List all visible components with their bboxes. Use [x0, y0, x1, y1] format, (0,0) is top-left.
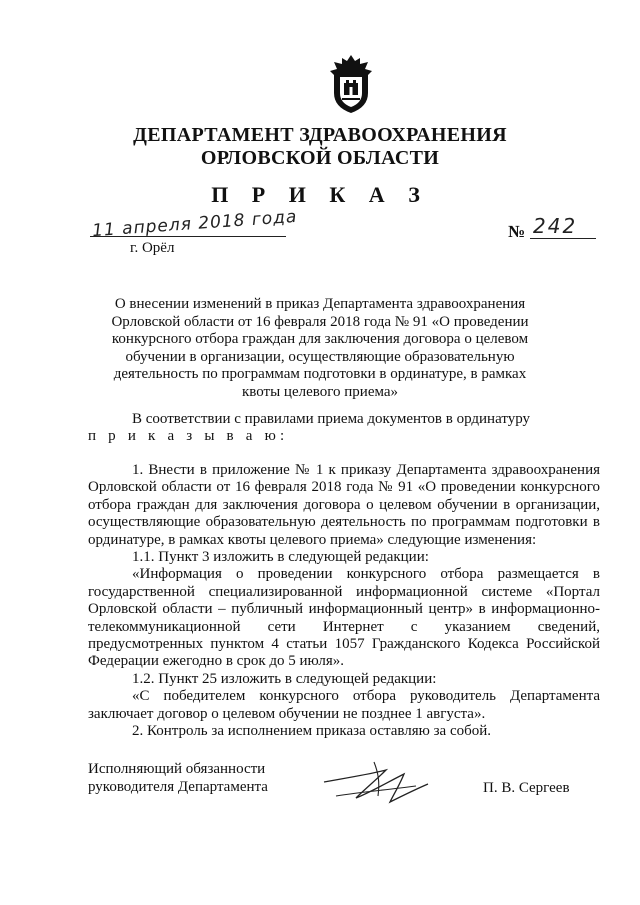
position-line-1: Исполняющий обязанности	[88, 761, 266, 777]
item-1-2-text: «С победителем конкурсного отбора руководитель Департамента заключает договор о целевом обучении не позднее 1 августа».	[88, 688, 600, 722]
order-subject: О внесении изменений в приказ Департамента здравоохранения Орловской области от 16 февраля 2018 года № 91 «О проведении конкурсного отбора граждан для заключения договора о целевом обучении в организации, осуществляющие образовательную деятельность по программам подготовки в ординатуре, в рамках квоты целевого приема»	[111, 296, 529, 400]
handwritten-signature	[316, 752, 436, 812]
handwritten-date: 11 апреля 2018 года	[91, 206, 298, 242]
city-label: г. Орёл	[130, 240, 175, 256]
preamble-text: В соответствии с правилами приема документов в ординатуру	[132, 411, 531, 427]
item-1-1: 1.1. Пункт 3 изложить в следующей редакции:	[132, 549, 429, 566]
number-underline	[530, 238, 596, 239]
department-line-1: ДЕПАРТАМЕНТ ЗДРАВООХРАНЕНИЯ	[133, 124, 507, 146]
position-line-2: руководителя Департамента	[88, 779, 268, 795]
item-1: 1. Внести в приложение № 1 к приказу Департамента здравоохранения Орловской области от 16 февраля 2018 года № 91 «О проведении конкурсного отбора граждан для заключения договора о целевом обучении в организации, осуществляющие образовательную деятельность по программам подготовки в ординатуре, в рамках квоты целевого приема» следующие изменения:	[88, 462, 600, 548]
signatory-name: П. В. Сергеев	[483, 780, 570, 796]
item-2: 2. Контроль за исполнением приказа оставляю за собой.	[132, 723, 492, 740]
item-1-2: 1.2. Пункт 25 изложить в следующей редакции:	[132, 670, 437, 687]
order-items	[88, 462, 600, 741]
coat-of-arms-emblem	[324, 53, 378, 115]
signatory-position	[88, 760, 268, 796]
preamble	[88, 411, 600, 446]
item-1-1-text: «Информация о проведении конкурсного отбора размещается в государственной специализированной информационной системе «Портал Орловской области – публичный информационный центр» в информационно-телекоммуникационной сети Интернет с указанием сведений, предусмотренных пунктом 4 статьи 1057 Гражданского Кодекса Российской Федерации ежегодно в срок до 5 июля».	[88, 566, 600, 670]
handwritten-number: 242	[533, 214, 578, 238]
department-name	[0, 124, 640, 170]
document-title: П Р И К А З	[211, 182, 429, 207]
department-line-2: ОРЛОВСКОЙ ОБЛАСТИ	[200, 147, 440, 169]
order-word: п р и к а з ы в а ю:	[88, 428, 289, 445]
number-label: №	[508, 222, 526, 241]
